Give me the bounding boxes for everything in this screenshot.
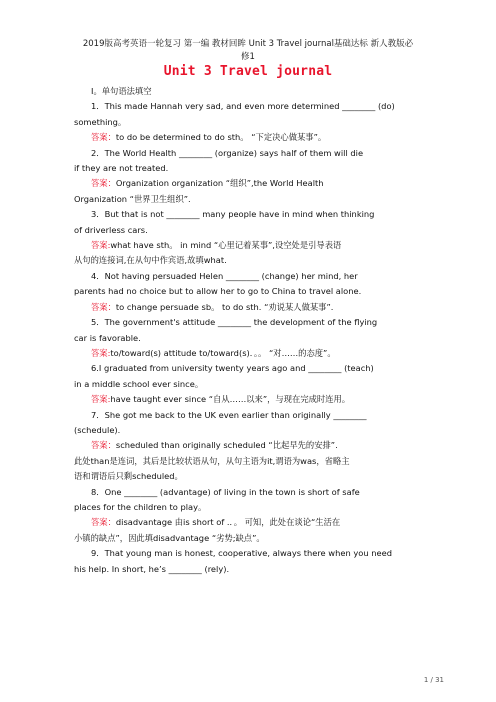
answer-1 xyxy=(74,130,428,145)
question-7-line-2: (schedule). xyxy=(74,424,121,435)
question-8-line-2: places for the children to play。 xyxy=(74,501,207,512)
answer-5 xyxy=(74,346,428,361)
question-1-line-1: 1．This made Hannah very sad, and even more determined ________ (do) xyxy=(91,101,395,112)
answer-1-text: to do be determined to do sth。 “下定决心做某事”。 xyxy=(115,132,327,143)
answer-4 xyxy=(74,300,428,315)
question-9-line-1: 9．That young man is honest, cooperative, always there when you need xyxy=(91,548,392,559)
section-heading: Ⅰ。单句语法填空 xyxy=(91,86,152,96)
unit-title: Unit 3 Travel journal xyxy=(163,64,333,79)
question-4-line-1: 4．Not having persuaded Helen ________ (change) her mind, her xyxy=(91,270,358,281)
answer-5-text: to/toward(s) attitude to/toward(s)．。。 “对……的态度”。 xyxy=(110,347,336,358)
question-3-line-2: of driverless cars. xyxy=(74,224,148,235)
question-5-line-1: 5．The government's attitude ________ the development of the flying xyxy=(91,317,378,328)
answer-label: 答案： xyxy=(91,132,116,143)
question-2-line-1: 2．The World Health ________ (organize) says half of them will die xyxy=(91,147,364,158)
question-7-line-1: 7．She got me back to the UK even earlier than originally ________ xyxy=(91,409,367,420)
answer-2-text: Organization organization “组织”,the World Health xyxy=(115,178,324,189)
answer-4-text: to change persuade sb。 to do sth. “劝说某人做某事”. xyxy=(115,301,334,312)
answer-3-line-1 xyxy=(74,238,428,253)
answer-8-line-1 xyxy=(74,515,428,530)
page-number: 1 / 31 xyxy=(423,676,444,684)
answer-2-line-1 xyxy=(74,176,428,191)
question-2-line-2: if they are not treated. xyxy=(74,163,169,174)
answer-7-line-1 xyxy=(74,438,428,453)
exercise-body xyxy=(74,84,428,577)
answer-label: 答案： xyxy=(91,440,116,451)
question-3-line-1: 3．But that is not ________ many people have in mind when thinking xyxy=(91,209,375,220)
answer-7-line-3: 语和谓语后只剩scheduled。 xyxy=(74,471,183,482)
answer-label: 答案： xyxy=(91,178,116,189)
answer-6-text: have taught ever since “自从……以来”，与现在完成时连用。 xyxy=(110,394,351,405)
question-6-line-2: in a middle school ever since。 xyxy=(74,378,204,389)
answer-7-text: scheduled than originally scheduled “比起早先的安排”. xyxy=(115,440,338,451)
answer-label: 答案: xyxy=(91,240,111,251)
answer-6 xyxy=(74,392,428,407)
answer-label: 答案: xyxy=(91,347,111,358)
header-line-1: 2019版高考英语一轮复习 第一编 教材回眸 Unit 3 Travel journal基础达标 新人教版必 xyxy=(82,39,414,49)
header-line-2: 修1 xyxy=(241,52,255,62)
answer-8-text: disadvantage 由is short of .．。 可知，此处在谈论“生活在 xyxy=(115,517,341,528)
question-6-line-1: 6.I graduated from university twenty years ago and ________ (teach) xyxy=(91,363,374,374)
question-4-line-2: parents had no choice but to allow her to go to China to travel alone. xyxy=(74,286,362,297)
answer-label: 答案: xyxy=(91,394,111,405)
question-1-line-2: something。 xyxy=(74,116,127,127)
answer-8-line-2: 小镇的缺点”，因此填disadvantage “劣势;缺点”。 xyxy=(74,532,265,543)
answer-3-text: what have sth。 in mind “心里记着某事”,设空处是引导表语 xyxy=(110,240,342,251)
answer-3-line-2: 从句的连接词,在从句中作宾语,故填what. xyxy=(74,255,227,266)
answer-label: 答案： xyxy=(91,517,116,528)
answer-2-line-2: Organization “世界卫生组织”. xyxy=(74,193,191,204)
answer-label: 答案： xyxy=(91,301,116,312)
question-8-line-1: 8．One ________ (advantage) of living in the town is short of safe xyxy=(91,486,360,497)
question-5-line-2: car is favorable. xyxy=(74,332,141,343)
document-header xyxy=(70,38,426,64)
question-9-line-2: his help. In short, he’s ________ (rely). xyxy=(74,563,230,574)
answer-7-line-2: 此处than是连词，其后是比较状语从句，从句主语为it,谓语为was，省略主 xyxy=(74,455,350,466)
